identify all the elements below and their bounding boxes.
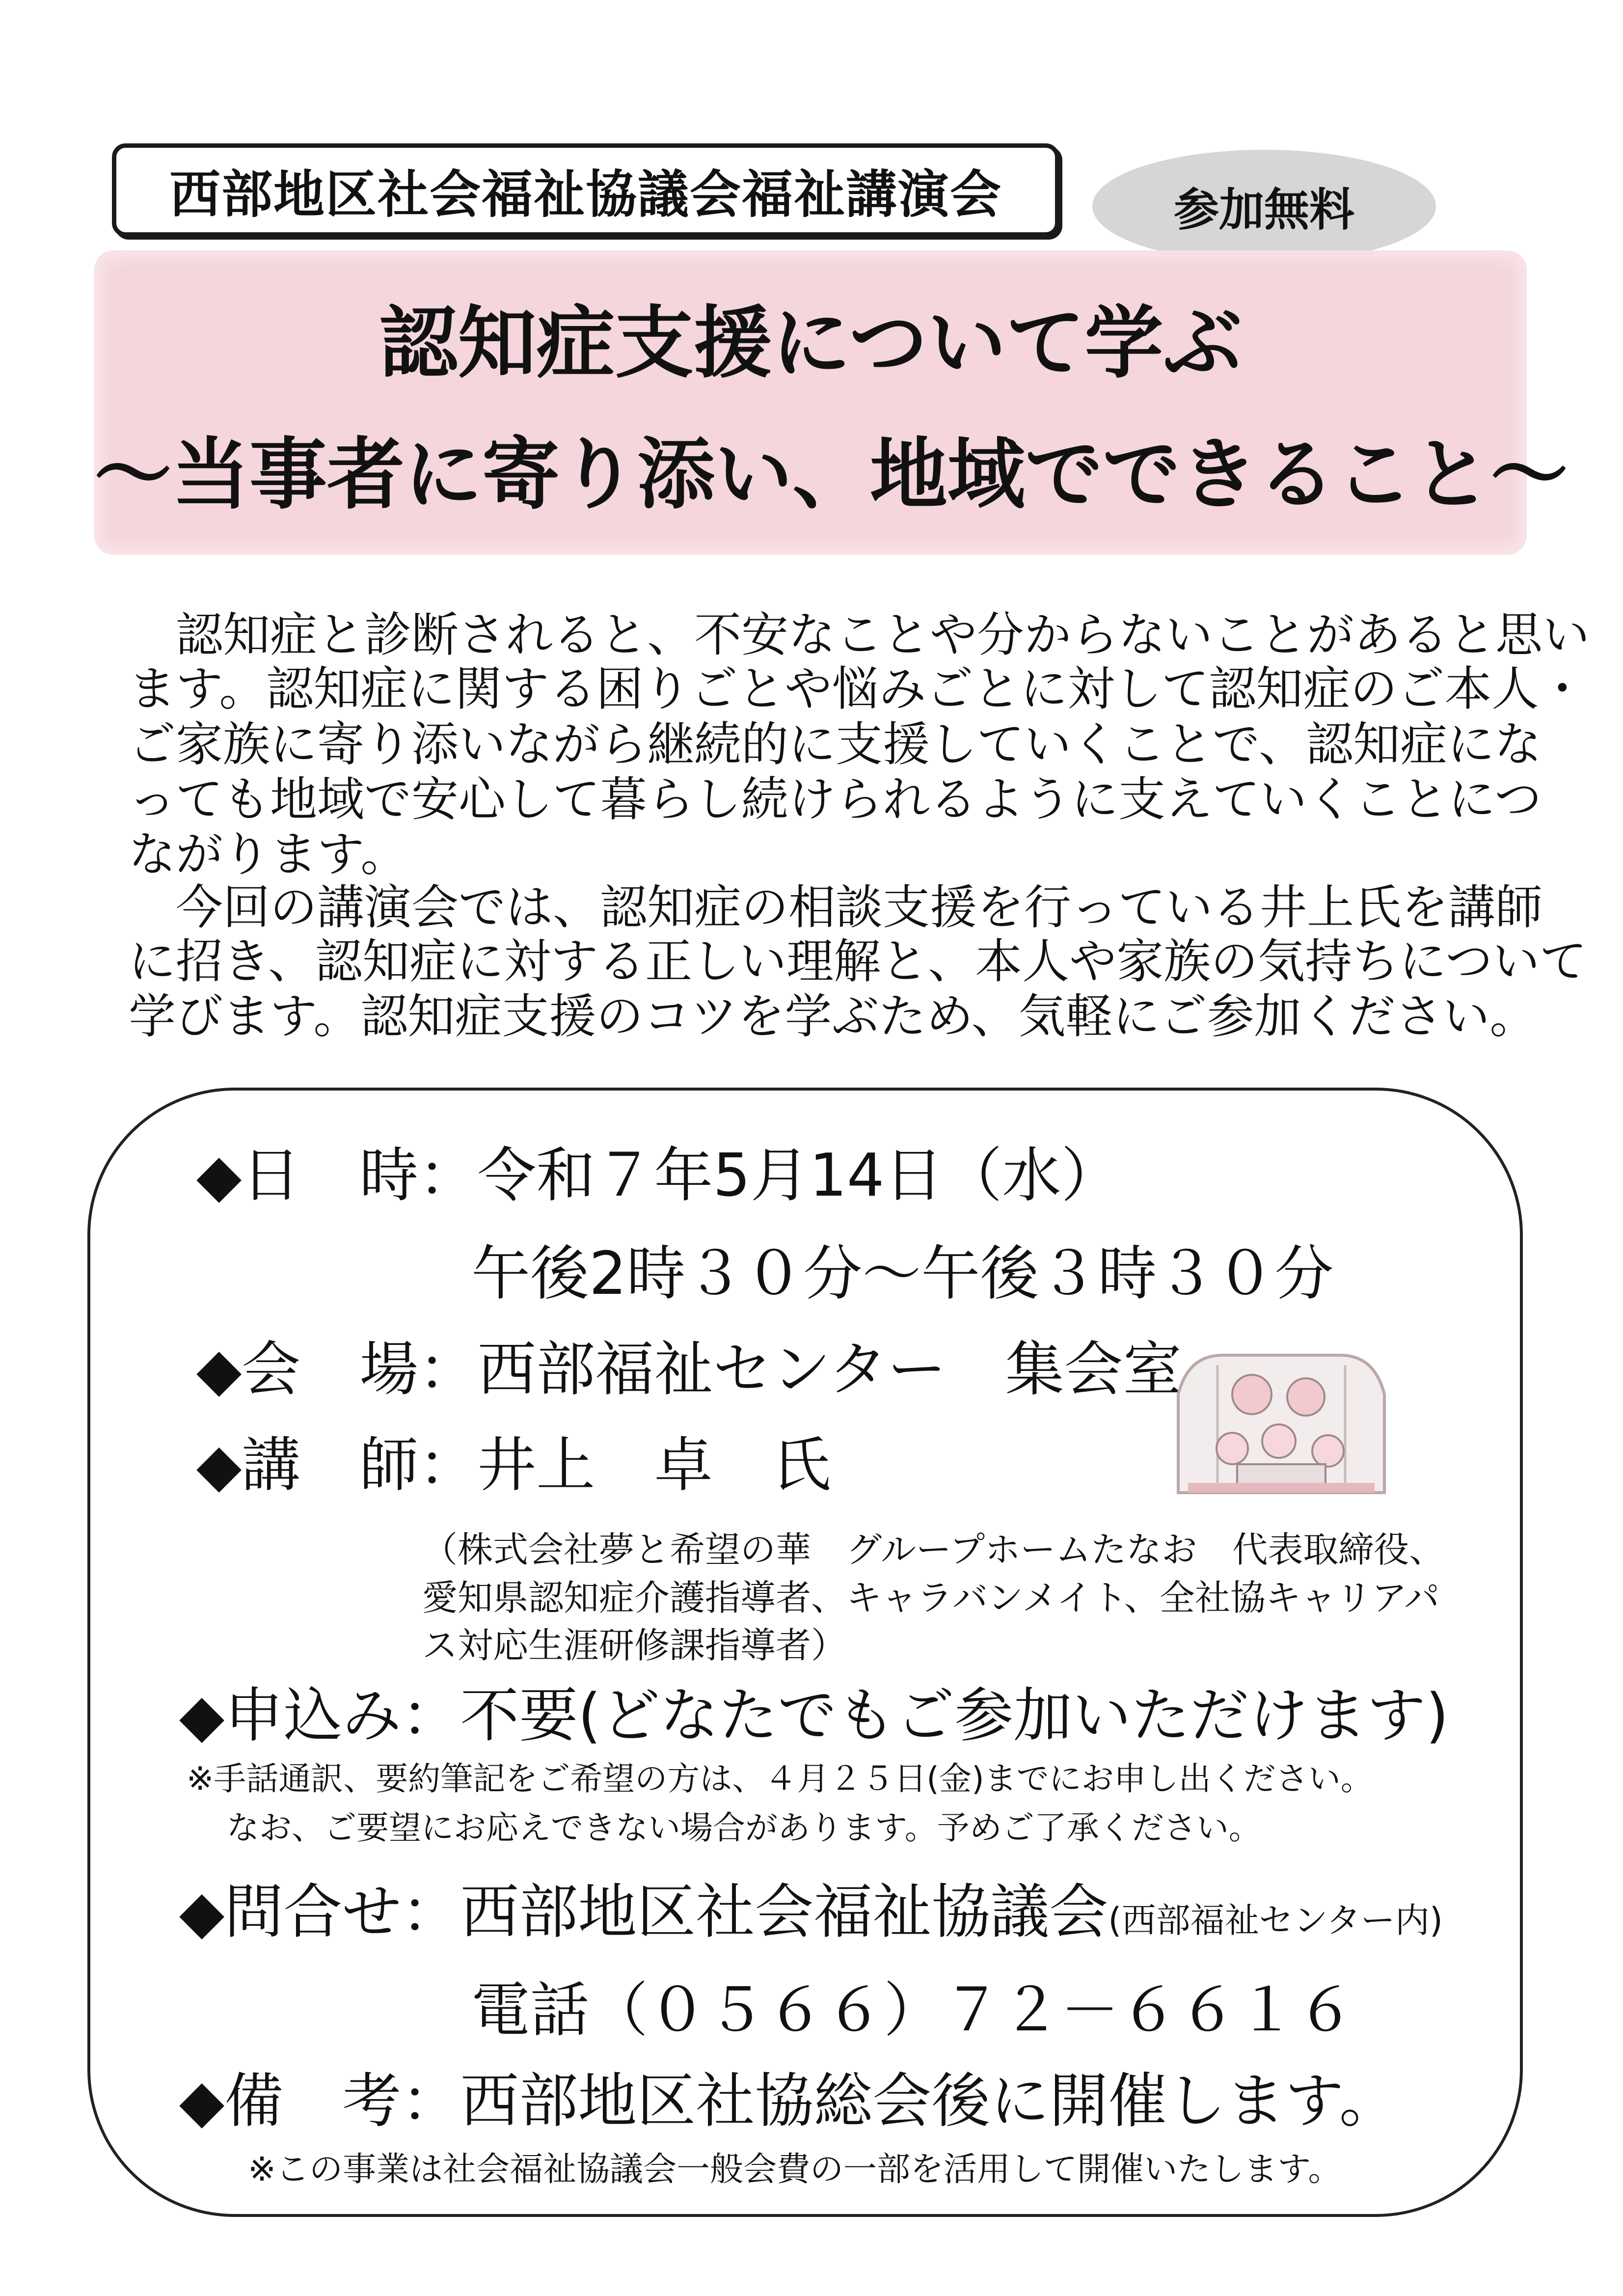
application-note-line: なお、ご要望にお応えできない場合があります。予めご了承ください。 [227, 1809, 1261, 1847]
footer-note: ※この事業は社会福祉協議会一般会費の一部を活用して開催いたします。 [248, 2150, 1342, 2189]
lecturer-row [196, 1431, 831, 1500]
sub-title: ～当事者に寄り添い、地域でできること～ [94, 430, 1568, 520]
venue-label: ◆会 場： [196, 1336, 478, 1404]
venue-value: 西部福祉センター 集会室 [477, 1336, 1182, 1404]
remarks-value: 西部地区社協総会後に開催します。 [460, 2067, 1398, 2135]
family-illustration [1159, 1336, 1404, 1503]
application-label: ◆申込み： [179, 1682, 460, 1750]
contact-note: (西部福祉センター内) [1108, 1900, 1443, 1941]
free-admission-text: 参加無料 [1173, 184, 1354, 236]
remarks-label: ◆備 考： [179, 2067, 460, 2135]
application-note-line: ※手話通訳、要約筆記をご希望の方は、４月２５日(金)までにお申し出ください。 [187, 1760, 1373, 1798]
lecturer-note-line: ス対応生涯研修課指導者） [422, 1625, 847, 1666]
intro-line: ご家族に寄り添いながら継続的に支援していくことで、認知症にな [129, 717, 1542, 772]
datetime-value: 令和７年5月14日（水） [477, 1142, 1120, 1210]
free-admission-badge [1092, 150, 1436, 263]
contact-label: ◆問合せ： [179, 1878, 460, 1946]
application-value: 不要(どなたでもご参加いただけます) [460, 1682, 1449, 1750]
lecturer-label: ◆講 師： [196, 1431, 478, 1500]
remarks-row [179, 2067, 1398, 2135]
lecturer-value: 井上 卓 氏 [477, 1431, 831, 1500]
lecturer-note-line: （株式会社夢と希望の華 グループホームたなお 代表取締役、 [422, 1529, 1445, 1570]
datetime-row [196, 1142, 1120, 1210]
application-row [179, 1682, 1449, 1750]
intro-line: に招き、認知症に対する正しい理解と、本人や家族の気持ちについて [129, 934, 1587, 989]
contact-row [179, 1878, 1443, 1946]
header-box [112, 143, 1059, 237]
time-value: 午後2時３０分～午後３時３０分 [471, 1240, 1334, 1308]
contact-value: 西部地区社会福祉協議会 [460, 1878, 1109, 1946]
intro-line: ながります。 [129, 827, 408, 882]
intro-line: 学びます。認知症支援のコツを学ぶため、気軽にご参加ください。 [129, 989, 1537, 1044]
header-title: 西部地区社会福祉協議会福祉講演会 [169, 164, 1002, 224]
main-title: 認知症支援について学ぶ [379, 297, 1242, 389]
venue-row [196, 1336, 1182, 1404]
intro-line: ます。認知症に関する困りごとや悩みごとに対して認知症のご本人・ [129, 661, 1586, 716]
intro-line: 今回の講演会では、認知症の相談支援を行っている井上氏を講師 [129, 880, 1542, 935]
intro-line: 認知症と診断されると、不安なことや分からないことがあると思い [129, 607, 1590, 662]
datetime-label: ◆日 時： [196, 1142, 478, 1210]
intro-line: っても地域で安心して暮らし続けられるように支えていくことにつ [129, 772, 1542, 827]
lecturer-note-line: 愛知県認知症介護指導者、キャラバンメイト、全社協キャリアパ [422, 1577, 1440, 1618]
contact-phone: 電話（０５６６）７２－６６１６ [471, 1976, 1355, 2045]
